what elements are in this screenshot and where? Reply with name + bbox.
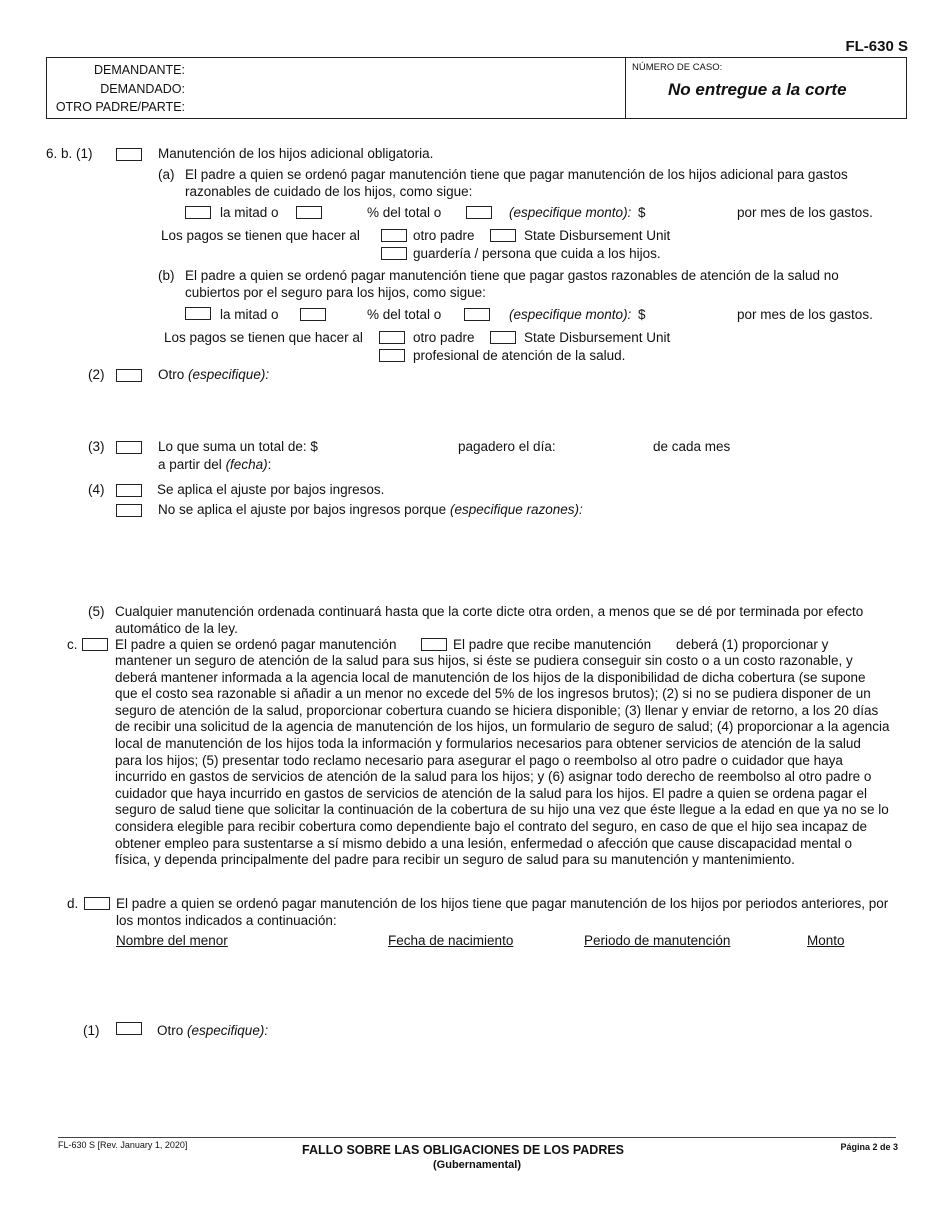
b-dollar: $: [638, 307, 646, 322]
b-per-month: por mes de los gastos.: [737, 307, 873, 322]
low-income-applies-checkbox[interactable]: [116, 484, 142, 497]
starting-label: a partir del: [158, 457, 222, 472]
form-id: FL-630 S: [845, 38, 908, 55]
b-payments-to: Los pagos se tienen que hacer al: [164, 330, 363, 345]
b-other-parent-checkbox[interactable]: [379, 331, 405, 344]
a-half-label: la mitad o: [220, 205, 279, 220]
low-income-not: No se aplica el ajuste por bajos ingresos porque: [158, 502, 447, 517]
item-6c-checkbox[interactable]: [82, 638, 108, 651]
each-month: de cada mes: [653, 439, 731, 454]
b-half-label: la mitad o: [220, 307, 279, 322]
b-sdu-label: State Disbursement Unit: [524, 330, 671, 345]
footer-title: FALLO SOBRE LAS OBLIGACIONES DE LOS PADRES: [302, 1143, 625, 1157]
item-6d-label: d.: [67, 896, 79, 911]
a-childcare-checkbox[interactable]: [381, 247, 407, 260]
footer-subtitle: (Gubernamental): [433, 1159, 522, 1171]
caption-divider: [625, 57, 626, 119]
b-provider-checkbox[interactable]: [379, 349, 405, 362]
a-payments-to: Los pagos se tienen que hacer al: [161, 228, 360, 243]
item-6c-text-a: El padre a quien se ordenó pagar manutención: [115, 637, 397, 652]
case-notice: No entregue a la corte: [668, 80, 847, 99]
petitioner-label: DEMANDANTE:: [94, 63, 185, 77]
item-6d1-number: (1): [83, 1023, 100, 1038]
b-provider-label: profesional de atención de la salud.: [413, 348, 626, 363]
b-specify-amount: (especifique monto):: [509, 307, 632, 322]
item-6c-text-b: El padre que recibe manutención: [453, 637, 652, 652]
item-6c-body: mantener un seguro de atención de la salud para sus hijos, si éste se pudiera conseguir sin costo o a un costo razonable, y deberá mantener informada a la agencia local de manutención de los hijos de la disponibilidad de dicha cobertura (se supone que el costo sea razonable si añadir a un menor no excede del 5% de los ingresos brutos); (2) si no se pudiera disponer de un seguro de atención de la salud, proporcionar cobertura cuando se hiciera disponible; (3) llenar y enviar de retorno, a los 20 días de recibir una solicitud de la agencia de manutención de los hijos, un formulario de seguro de salud; (4) proporcionar a la agencia local de manutención de los hijos toda la información y formularios necesarios para obtener servicios de atención de la salud para los hijos; (5) presentar todo reclamo necesario para asegurar el pago o reembolso al otro padre o cuidador que haya incurrido en gastos de servicios de atención de la salud para los hijos; y (6) asignar todo derecho de reembolso al otro padre o cuidador que haya incurrido en gastos de servicios de atención de la salud para los hijos. El padre a quien se ordena pagar el seguro de salud tiene que solicitar la continuación de la cobertura de su hijo una vez que éste llegue a la edad en que ya no se lo considera elegible para recibir cobertura como dependiente bajo el contrato del seguro, en caso de que el hijo sea incapaz de obtener empleo para sustentarse a sí mismo debido a una lesión, enfermedad o afección que cause discapacidad mental o física, y dependa principalmente del padre para recibir un seguro de salud para su manutención y mantenimiento.: [115, 653, 890, 868]
b-percent-label: % del total o: [367, 307, 442, 322]
a-dollar: $: [638, 205, 646, 220]
col-amount: Monto: [807, 933, 845, 948]
item-6b1-number: 6. b. (1): [46, 146, 93, 161]
b-sdu-checkbox[interactable]: [490, 331, 516, 344]
b-percent-checkbox[interactable]: [300, 308, 326, 321]
a-childcare-label: guardería / persona que cuida a los hijos.: [413, 246, 661, 261]
item-6b2-number: (2): [88, 367, 105, 382]
item-6b3-checkbox[interactable]: [116, 441, 142, 454]
respondent-label: DEMANDADO:: [100, 82, 185, 96]
b-amount-checkbox[interactable]: [464, 308, 490, 321]
d-other-label: Otro: [157, 1023, 184, 1038]
a-other-parent-label: otro padre: [413, 228, 475, 243]
case-number-label: NÚMERO DE CASO:: [632, 62, 723, 73]
low-income-applies: Se aplica el ajuste por bajos ingresos.: [157, 482, 385, 497]
specify-reasons: (especifique razones):: [449, 502, 583, 517]
footer-rule: [58, 1137, 896, 1138]
item-6b1-title: Manutención de los hijos adicional obligatoria.: [158, 146, 434, 161]
item-6b1-checkbox[interactable]: [116, 148, 142, 161]
footer-rev: FL-630 S [Rev. January 1, 2020]: [58, 1140, 188, 1150]
item-6d-text: El padre a quien se ordenó pagar manutención de los hijos tiene que pagar manutención de los hijos por periodos anteriores, por los montos indicados a continuación:: [116, 896, 889, 928]
a-specify-amount: (especifique monto):: [509, 205, 632, 220]
continue-text: Cualquier manutención ordenada continuará hasta que la corte dicte otra orden, a menos que se dé por terminada por efecto automático de la ley.: [115, 604, 864, 636]
item-6c-recipient-checkbox[interactable]: [421, 638, 447, 651]
date-colon: :: [267, 457, 272, 472]
d-specify-label: (especifique):: [187, 1023, 269, 1038]
footer-page: Página 2 de 3: [840, 1142, 898, 1152]
a-percent-label: % del total o: [367, 205, 442, 220]
item-6b2-checkbox[interactable]: [116, 369, 142, 382]
a-percent-checkbox[interactable]: [296, 206, 322, 219]
item-b-label: (b): [158, 268, 175, 283]
a-half-checkbox[interactable]: [185, 206, 211, 219]
item-6b3-number: (3): [88, 439, 105, 454]
other-parent-label: OTRO PADRE/PARTE:: [55, 100, 185, 114]
a-other-parent-checkbox[interactable]: [381, 229, 407, 242]
low-income-not-checkbox[interactable]: [116, 504, 142, 517]
b-other-parent-label: otro padre: [413, 330, 475, 345]
item-6d1-checkbox[interactable]: [116, 1022, 142, 1035]
col-support-period: Periodo de manutención: [584, 933, 731, 948]
a-sdu-label: State Disbursement Unit: [524, 228, 671, 243]
col-birth-date: Fecha de nacimiento: [388, 933, 514, 948]
item-6c-label: c.: [67, 637, 78, 652]
item-a-label: (a): [158, 167, 175, 182]
item-a-text: El padre a quien se ordenó pagar manutención tiene que pagar manutención de los hijos adicional para gastos razonables de cuidado de los hijos, como sigue:: [185, 167, 848, 199]
col-child-name: Nombre del menor: [116, 933, 228, 948]
item-6b5-number: (5): [88, 604, 105, 619]
date-label: (fecha): [225, 457, 268, 472]
a-sdu-checkbox[interactable]: [490, 229, 516, 242]
a-per-month: por mes de los gastos.: [737, 205, 873, 220]
a-amount-checkbox[interactable]: [466, 206, 492, 219]
item-6c-text-c: deberá (1) proporcionar y: [676, 637, 829, 652]
b-half-checkbox[interactable]: [185, 307, 211, 320]
other-label: Otro: [158, 367, 185, 382]
item-6b4-number: (4): [88, 482, 105, 497]
payable-on: pagadero el día:: [458, 439, 556, 454]
specify-label: (especifique):: [188, 367, 270, 382]
item-b-text: El padre a quien se ordenó pagar manutención tiene que pagar gastos razonables de atención de la salud no cubiertos por el seguro para los hijos, como sigue:: [185, 268, 839, 300]
total-text: Lo que suma un total de: $: [158, 439, 318, 454]
item-6d-checkbox[interactable]: [84, 897, 110, 910]
